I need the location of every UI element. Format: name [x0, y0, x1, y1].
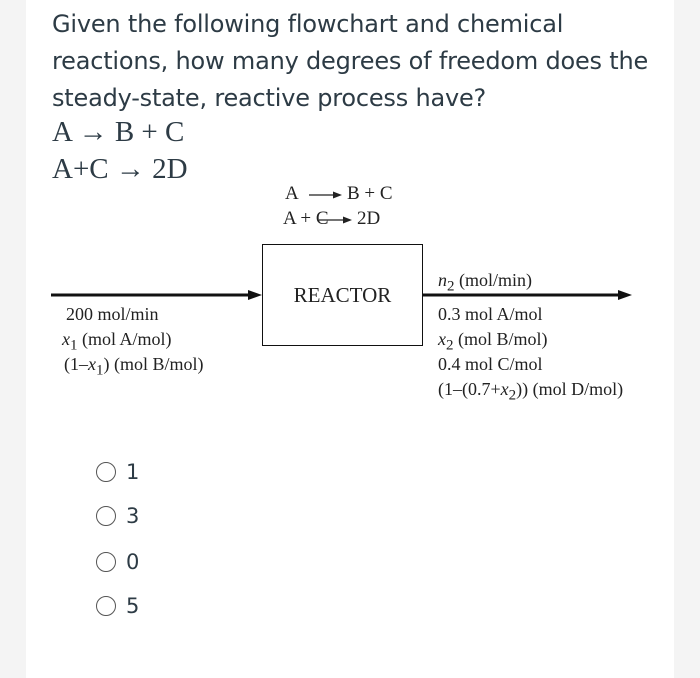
diagram-reaction-1-lhs: A: [285, 183, 299, 204]
reaction-arrowhead-2: [343, 217, 352, 224]
diagram-reaction-2-rhs: 2D: [357, 208, 381, 229]
answer-option-label: 0: [126, 550, 140, 574]
answer-option-label: 3: [126, 504, 140, 528]
answer-option-1[interactable]: [96, 458, 139, 486]
reactor-label: REACTOR: [293, 283, 392, 307]
reaction-arrowhead-1: [333, 192, 342, 199]
feed-arrowhead: [248, 290, 262, 300]
product-fraction-c: 0.4 mol C/mol: [438, 354, 543, 374]
question-text-line-2: reactions, how many degrees of freedom does the: [52, 47, 649, 75]
product-arrowhead: [618, 290, 632, 300]
answer-option-2[interactable]: [96, 502, 139, 530]
answer-option-label: 5: [126, 594, 140, 618]
diagram-reaction-1-rhs: B + C: [347, 183, 393, 204]
feed-fraction-b: $(1-x_1)$ (mol B/mol): [64, 354, 204, 379]
answer-option-label: 1: [126, 460, 140, 484]
reactor-box: [262, 244, 423, 346]
reaction-equation-1: A → B + C: [52, 116, 185, 148]
answer-option-4[interactable]: [96, 592, 139, 620]
radio-button[interactable]: [96, 506, 116, 526]
diagram-reaction-2-lhs: A + C: [283, 208, 329, 229]
feed-flow-rate: 200 mol/min: [66, 304, 159, 324]
product-fraction-a: 0.3 mol A/mol: [438, 304, 543, 324]
radio-button[interactable]: [96, 552, 116, 572]
radio-button[interactable]: [96, 596, 116, 616]
radio-button[interactable]: [96, 462, 116, 482]
product-fraction-b: $x_2$ (mol B/mol): [438, 329, 548, 354]
product-flow-rate: $n_2$ (mol/min): [438, 270, 532, 295]
question-text-line-3: steady-state, reactive process have?: [52, 84, 487, 112]
feed-fraction-a: $x_1$ (mol A/mol): [62, 329, 172, 354]
question-card: [26, 0, 674, 678]
product-fraction-d: $(1-(0.7+x_2))$ (mol D/mol): [438, 379, 624, 404]
answer-option-3[interactable]: [96, 548, 139, 576]
reaction-equation-2: A+C → 2D: [52, 153, 188, 185]
question-text-line-1: Given the following flowchart and chemical: [52, 10, 564, 38]
